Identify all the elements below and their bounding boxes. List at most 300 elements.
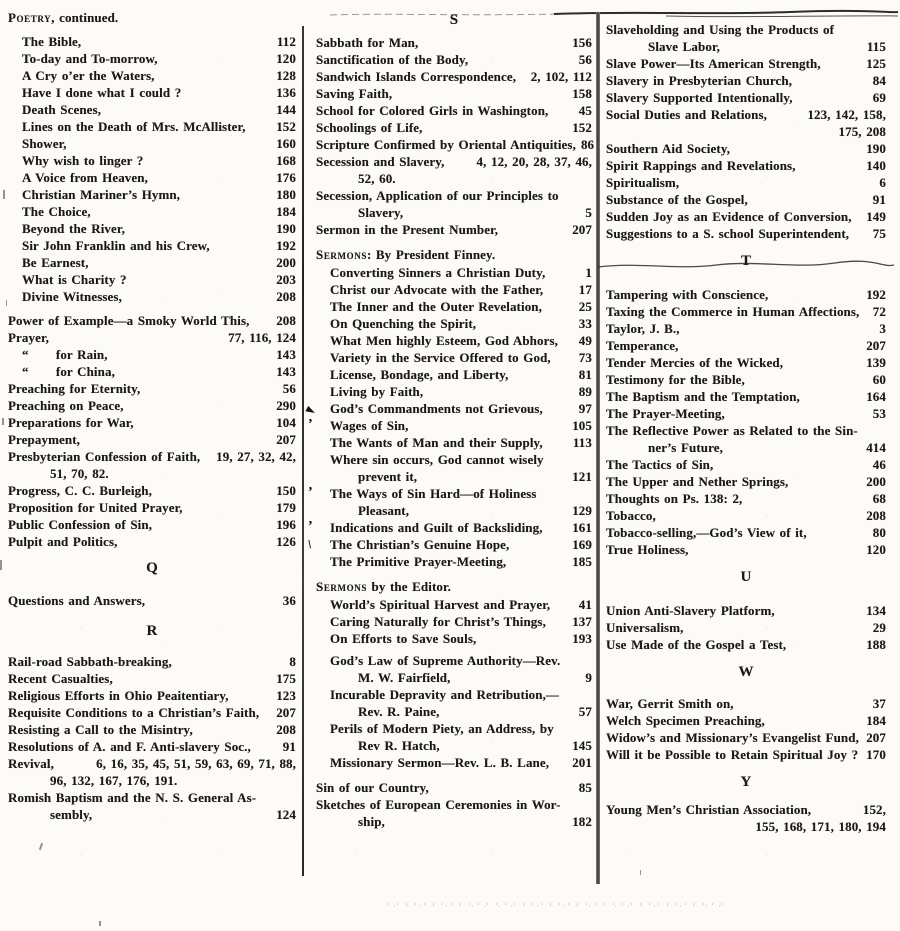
index-entry-line [8, 238, 296, 255]
index-entry-line [606, 637, 886, 654]
entry-title: Perils of Modern Piety, an Address, by [330, 721, 554, 736]
group-heading-rest: : By President Finney. [366, 247, 496, 262]
index-entry-line [8, 671, 296, 688]
entry-page-number: 128 [276, 68, 296, 83]
section-gap [8, 643, 296, 654]
entry-title: Preaching on Peace, [8, 398, 124, 413]
index-entry-line [606, 525, 886, 542]
section-letter: Q [146, 560, 158, 576]
entry-page-number: 152 [572, 120, 592, 135]
entry-title: Variety in the Service Offered to God, [330, 350, 551, 365]
index-entry-line [316, 780, 592, 797]
entry-title: Rail-road Sabbath-breaking, [8, 654, 172, 669]
entry-title: Slave Labor, [648, 39, 720, 54]
entry-page-number: 207 [276, 432, 296, 447]
pointer-arrow-icon: ▸ [303, 401, 319, 419]
entry-page-number: 19, 27, 32, 42, [216, 449, 296, 464]
entry-page-number: 190 [276, 221, 296, 236]
section-letter: R [146, 623, 158, 639]
section-gap [606, 243, 886, 253]
entry-title: The Choice, [22, 204, 91, 219]
entry-title: A Voice from Heaven, [22, 170, 148, 185]
scan-noise [39, 843, 43, 850]
section-gap [606, 273, 886, 287]
index-entry-line [606, 192, 886, 209]
entry-title: Spirit Rappings and Revelations, [606, 158, 796, 173]
index-entry-line [8, 68, 296, 85]
index-entry-line [606, 440, 886, 457]
entry-title: Schoolings of Life, [316, 120, 423, 135]
index-entry-line [316, 333, 592, 350]
scan-noise [3, 190, 5, 199]
index-entry-line [606, 696, 886, 713]
entry-page-number: 200 [866, 474, 886, 489]
index-entry-line [8, 34, 296, 51]
index-entry-line [606, 406, 886, 423]
section-letter: U [740, 569, 752, 585]
index-entry-line [303, 401, 592, 419]
entry-page-number: 2, 102, 112 [530, 69, 592, 84]
entry-title: Where sin occurs, God cannot wisely [330, 452, 544, 467]
entry-title: Prepayment, [8, 432, 80, 447]
index-entry-line [606, 107, 886, 124]
index-entry-line [316, 171, 592, 188]
entry-title: The Wants of Man and their Supply, [330, 435, 543, 450]
index-entry-line [606, 158, 886, 175]
index-entry-line [307, 536, 592, 554]
index-entry-line [606, 287, 886, 304]
index-entry-line [316, 35, 592, 52]
entry-title: Slave Power—Its American Strength, [606, 56, 821, 71]
index-entry-line [8, 153, 296, 170]
entry-page-number: 37 [872, 696, 886, 711]
section-gap [606, 764, 886, 774]
index-entry-line [8, 51, 296, 68]
entry-title: Sandwich Islands Correspondence, [316, 69, 517, 84]
entry-title: Slavery Supported Intentionally, [606, 90, 793, 105]
index-entry-line [316, 86, 592, 103]
entry-page-number: 203 [276, 272, 296, 287]
section-gap [8, 306, 296, 313]
index-entry-line [316, 137, 595, 154]
entry-page-number: 53 [872, 406, 886, 421]
entry-title: Universalism, [606, 620, 684, 635]
index-entry-line [606, 389, 886, 406]
entry-page-number: 17 [578, 282, 592, 297]
entry-title: Death Scenes, [22, 102, 102, 117]
entry-title: The Baptism and the Temptation, [606, 389, 800, 404]
entry-page-number: 182 [572, 814, 592, 829]
index-entry-line [316, 435, 592, 452]
index-entry-line [8, 432, 296, 449]
index-entry-line [316, 154, 592, 171]
index-entry-line [316, 797, 592, 814]
entry-title: True Holiness, [606, 542, 689, 557]
entry-page-number: 112 [276, 34, 296, 49]
index-entry-line [8, 500, 296, 517]
entry-page-number: 56 [282, 381, 296, 396]
entry-page-number: 80 [872, 525, 886, 540]
ink-mark-icon: ’ [308, 519, 313, 534]
index-entry-line [316, 503, 592, 520]
index-entry-line [606, 423, 886, 440]
index-entry-line [308, 417, 592, 435]
section-gap [316, 772, 592, 780]
entry-title: Union Anti-Slavery Platform, [606, 603, 775, 618]
entry-page-number: 115 [866, 39, 886, 54]
entry-title: Temperance, [606, 338, 679, 353]
entry-title: Incurable Depravity and Retribution,— [330, 687, 560, 702]
entry-page-number: 136 [276, 85, 296, 100]
entry-page-number: 207 [866, 338, 886, 353]
scan-noise [6, 300, 7, 306]
entry-page-number: 160 [276, 136, 296, 151]
entry-page-number: 25 [578, 299, 592, 314]
index-entry-line [8, 790, 296, 807]
entry-page-number: 290 [276, 398, 296, 413]
entry-page-number: 45 [578, 103, 592, 118]
index-entry-line [8, 221, 296, 238]
entry-title: World’s Spiritual Harvest and Prayer, [330, 597, 551, 612]
entry-title: Tobacco-selling,—God’s View of it, [606, 525, 807, 540]
entry-page-number: 6 [879, 175, 886, 190]
entry-page-number: 126 [276, 534, 296, 549]
entry-title: Tampering with Conscience, [606, 287, 769, 302]
section-gap [8, 610, 296, 623]
entry-title: Sir John Franklin and his Crew, [22, 238, 210, 253]
entry-title: The Prayer-Meeting, [606, 406, 725, 421]
index-entry-line [606, 56, 886, 73]
index-entry-line [606, 542, 886, 559]
entry-title: Secession, Application of our Principles to [316, 188, 559, 203]
index-entry-line [316, 316, 592, 333]
index-entry-line [606, 713, 886, 730]
entry-title: Wages of Sin, [330, 418, 409, 433]
entry-title: Christ our Advocate with the Father, [330, 282, 544, 297]
entry-page-number: 158 [572, 86, 592, 101]
entry-page-number: 113 [572, 435, 592, 450]
group-heading-rest: , continued. [51, 10, 119, 25]
entry-title: Tender Mercies of the Wicked, [606, 355, 784, 370]
entry-title: Widow’s and Missionary’s Evangelist Fund, [606, 730, 859, 745]
entry-page-number: 180 [276, 187, 296, 202]
index-entry-line [606, 508, 886, 525]
index-entry-line [316, 282, 592, 299]
index-entry-line [606, 175, 886, 192]
entry-title: M. W. Fairfield, [358, 670, 451, 685]
index-entry-line [8, 739, 296, 756]
entry-page-number: 123 [276, 688, 296, 703]
index-entry-line [316, 350, 592, 367]
entry-title: Sermon in the Present Number, [316, 222, 499, 237]
entry-title: Why wish to linger ? [22, 153, 144, 168]
entry-page-number: 75 [872, 226, 886, 241]
entry-title: School for Colored Girls in Washington, [316, 103, 549, 118]
section-letter: S [449, 12, 459, 28]
entry-title: Pleasant, [358, 503, 410, 518]
entry-page-number: 152 [276, 119, 296, 134]
entry-title: Slaveholding and Using the Products of [606, 22, 835, 37]
index-entry-line [8, 398, 296, 415]
index-entry-line [606, 355, 886, 372]
entry-title: Use Made of the Gospel a Test, [606, 637, 787, 652]
entry-page-number: 134 [866, 603, 886, 618]
index-entry-line [8, 654, 296, 671]
entry-page-number: 175 [276, 671, 296, 686]
entry-title: What Men highly Esteem, God Abhors, [330, 333, 558, 348]
entry-page-number: 155, 168, 171, 180, 194 [755, 819, 886, 834]
entry-title: Substance of the Gospel, [606, 192, 748, 207]
entry-title: The Reflective Power as Related to the Sin- [606, 423, 858, 438]
group-heading-lead: Poetry [8, 10, 52, 25]
entry-page-number: 125 [866, 56, 886, 71]
entry-title: Testimony for the Bible, [606, 372, 745, 387]
entry-page-number: 208 [276, 313, 296, 328]
entry-page-number: 192 [866, 287, 886, 302]
index-entry-line [316, 384, 592, 401]
entry-page-number: 169 [572, 537, 592, 552]
index-entry-line [316, 738, 592, 755]
entry-title: Power of Example—a Smoky World This, [8, 313, 250, 328]
index-entry-line [8, 347, 296, 364]
group-heading-rest: by the Editor. [366, 579, 452, 594]
entry-page-number: 164 [866, 389, 886, 404]
index-entry-line [316, 670, 592, 687]
index-entry-line [8, 722, 296, 739]
entry-page-number: 184 [866, 713, 886, 728]
index-entry-line [606, 39, 886, 56]
entry-title: Slavery in Presbyterian Church, [606, 73, 793, 88]
entry-page-number: 145 [572, 738, 592, 753]
entry-page-number: 9 [585, 670, 592, 685]
entry-page-number: 91 [872, 192, 886, 207]
index-entry-line [8, 330, 296, 347]
column-divider-right [596, 12, 600, 884]
entry-title: What is Charity ? [22, 272, 127, 287]
entry-title: Sabbath for Man, [316, 35, 419, 50]
entry-page-number: 170 [866, 747, 886, 762]
entry-page-number: 91 [282, 739, 296, 754]
index-entry-line [316, 631, 592, 648]
entry-page-number: 175, 208 [838, 124, 886, 139]
entry-title: On Quenching the Spirit, [330, 316, 477, 331]
entry-title: On Efforts to Save Souls, [330, 631, 477, 646]
index-entry-line [8, 272, 296, 289]
entry-page-number: 193 [572, 631, 592, 646]
index-entry-line [8, 204, 296, 221]
index-entry-line [8, 705, 296, 722]
entry-page-number: 3 [879, 321, 886, 336]
entry-title: Will it be Possible to Retain Spiritual Joy ? [606, 747, 859, 762]
index-entry-line [316, 554, 592, 571]
index-entry-line [316, 653, 592, 670]
section-letter-heading [606, 253, 886, 273]
entry-title: God’s Law of Supreme Authority—Rev. [330, 653, 561, 668]
entry-title: Taylor, J. B., [606, 321, 680, 336]
entry-page-number: 207 [866, 730, 886, 745]
entry-page-number: 41 [578, 597, 592, 612]
section-letter-heading [8, 623, 296, 643]
entry-title: Converting Sinners a Christian Duty, [330, 265, 546, 280]
index-entry-line [8, 688, 296, 705]
group-heading [8, 10, 296, 28]
entry-page-number: 201 [572, 755, 592, 770]
entry-page-number: 60 [872, 372, 886, 387]
index-column-middle [303, 12, 595, 831]
group-heading [316, 579, 592, 597]
entry-title: The Inner and the Outer Revelation, [330, 299, 542, 314]
entry-title: The Christian’s Genuine Hope, [330, 537, 510, 552]
index-entry-line [316, 687, 592, 704]
entry-title: Saving Faith, [316, 86, 393, 101]
index-entry-line [8, 517, 296, 534]
group-heading [316, 247, 592, 265]
column-divider-left [302, 26, 304, 876]
index-entry-line [8, 136, 296, 153]
entry-title: The Tactics of Sin, [606, 457, 714, 472]
entry-title: To-day and To-morrow, [22, 51, 158, 66]
entry-title: Sudden Joy as an Evidence of Conversion, [606, 209, 852, 224]
index-entry-line [606, 226, 886, 243]
index-entry-line [606, 304, 886, 321]
index-entry-line [8, 187, 296, 204]
entry-title: Questions and Answers, [8, 593, 146, 608]
index-entry-line [316, 597, 592, 614]
entry-page-number: 149 [866, 209, 886, 224]
section-gap [316, 571, 592, 579]
index-entry-line [606, 209, 886, 226]
entry-title: Progress, C. C. Burleigh, [8, 483, 152, 498]
section-letter-heading [606, 774, 886, 794]
entry-title: License, Bondage, and Liberty, [330, 367, 509, 382]
entry-page-number: 85 [578, 780, 592, 795]
entry-title: The Bible, [22, 34, 82, 49]
index-entry-line [8, 255, 296, 272]
index-entry-line [316, 814, 592, 831]
entry-page-number: 33 [578, 316, 592, 331]
index-entry-line [316, 469, 592, 486]
section-gap [8, 580, 296, 593]
entry-title: War, Gerrit Smith on, [606, 696, 734, 711]
entry-title: Have I done what I could ? [22, 85, 182, 100]
index-entry-line [606, 819, 886, 836]
entry-page-number: 84 [872, 73, 886, 88]
section-letter: Y [740, 774, 752, 790]
entry-title: Beyond the River, [22, 221, 125, 236]
entry-page-number: 120 [276, 51, 296, 66]
entry-page-number: 123, 142, 158, [807, 107, 886, 122]
index-entry-line [8, 773, 296, 790]
entry-title: Requisite Conditions to a Christian’s Faith, [8, 705, 260, 720]
entry-page-number: 156 [572, 35, 592, 50]
scan-noise [0, 560, 2, 570]
index-entry-line [606, 22, 886, 39]
entry-page-number: 68 [872, 491, 886, 506]
index-entry-line [316, 755, 592, 772]
entry-page-number: 56 [578, 52, 592, 67]
entry-page-number: 73 [578, 350, 592, 365]
entry-title: Tobacco, [606, 508, 656, 523]
entry-page-number: 176 [276, 170, 296, 185]
index-entry-line [606, 124, 886, 141]
scan-noise-streak [388, 903, 722, 907]
index-entry-line [8, 466, 296, 483]
entry-title: “ for Rain, [22, 347, 108, 362]
index-entry-line [8, 170, 296, 187]
entry-title: Resisting a Call to the Misintry, [8, 722, 193, 737]
entry-page-number: 4, 12, 20, 28, 37, 46, [476, 154, 592, 169]
entry-title: Sanctification of the Body, [316, 52, 469, 67]
index-entry-line [606, 474, 886, 491]
index-column-left [8, 10, 296, 824]
entry-title: Indications and Guilt of Backsliding, [330, 520, 543, 535]
index-entry-line [316, 69, 592, 86]
entry-page-number: 150 [276, 483, 296, 498]
index-entry-line [606, 338, 886, 355]
entry-title: prevent it, [358, 469, 418, 484]
ink-mark-icon: ’ [308, 417, 313, 432]
entry-title: Young Men’s Christian Association, [606, 802, 812, 817]
entry-title: Divine Witnesses, [22, 289, 122, 304]
index-entry-line [316, 452, 592, 469]
entry-title: Caring Naturally for Christ’s Things, [330, 614, 546, 629]
entry-page-number: 143 [276, 364, 296, 379]
entry-page-number: 29 [872, 620, 886, 635]
index-entry-line [606, 321, 886, 338]
index-entry-line [316, 188, 592, 205]
entry-page-number: 196 [276, 517, 296, 532]
entry-page-number: 77, 116, 124 [228, 330, 296, 345]
index-entry-line [606, 747, 886, 764]
entry-page-number: 143 [276, 347, 296, 362]
entry-page-number: 105 [572, 418, 592, 433]
entry-page-number: 190 [866, 141, 886, 156]
entry-title: Sketches of European Ceremonies in Wor- [316, 797, 561, 812]
index-entry-line [606, 73, 886, 90]
section-letter-heading [606, 569, 886, 589]
entry-page-number: 69 [872, 90, 886, 105]
index-entry-line [606, 141, 886, 158]
ink-mark-icon: \ [307, 536, 313, 552]
entry-page-number: 57 [578, 704, 592, 719]
index-entry-line [316, 265, 592, 282]
index-entry-line [316, 103, 592, 120]
group-heading-lead: Sermons [316, 247, 367, 262]
entry-page-number: 152, [862, 802, 886, 817]
index-entry-line [8, 289, 296, 306]
entry-page-number: 140 [866, 158, 886, 173]
entry-page-number: 208 [276, 289, 296, 304]
index-entry-line [8, 313, 296, 330]
entry-title: Presbyterian Confession of Faith, [8, 449, 201, 464]
entry-page-number: 200 [276, 255, 296, 270]
index-entry-line [8, 534, 296, 551]
index-entry-line [8, 102, 296, 119]
entry-title: “ for China, [22, 364, 115, 379]
entry-page-number: 81 [578, 367, 592, 382]
index-entry-line [316, 120, 592, 137]
entry-title: Rev. R. Paine, [358, 704, 440, 719]
section-letter-heading [606, 664, 886, 684]
entry-title: Slavery, [358, 205, 404, 220]
index-entry-line [316, 299, 592, 316]
section-gap [606, 589, 886, 603]
entry-title: Preaching for Eternity, [8, 381, 141, 396]
index-entry-line [606, 491, 886, 508]
section-gap [606, 559, 886, 569]
entry-page-number: 124 [276, 807, 296, 822]
entry-page-number: 188 [866, 637, 886, 652]
